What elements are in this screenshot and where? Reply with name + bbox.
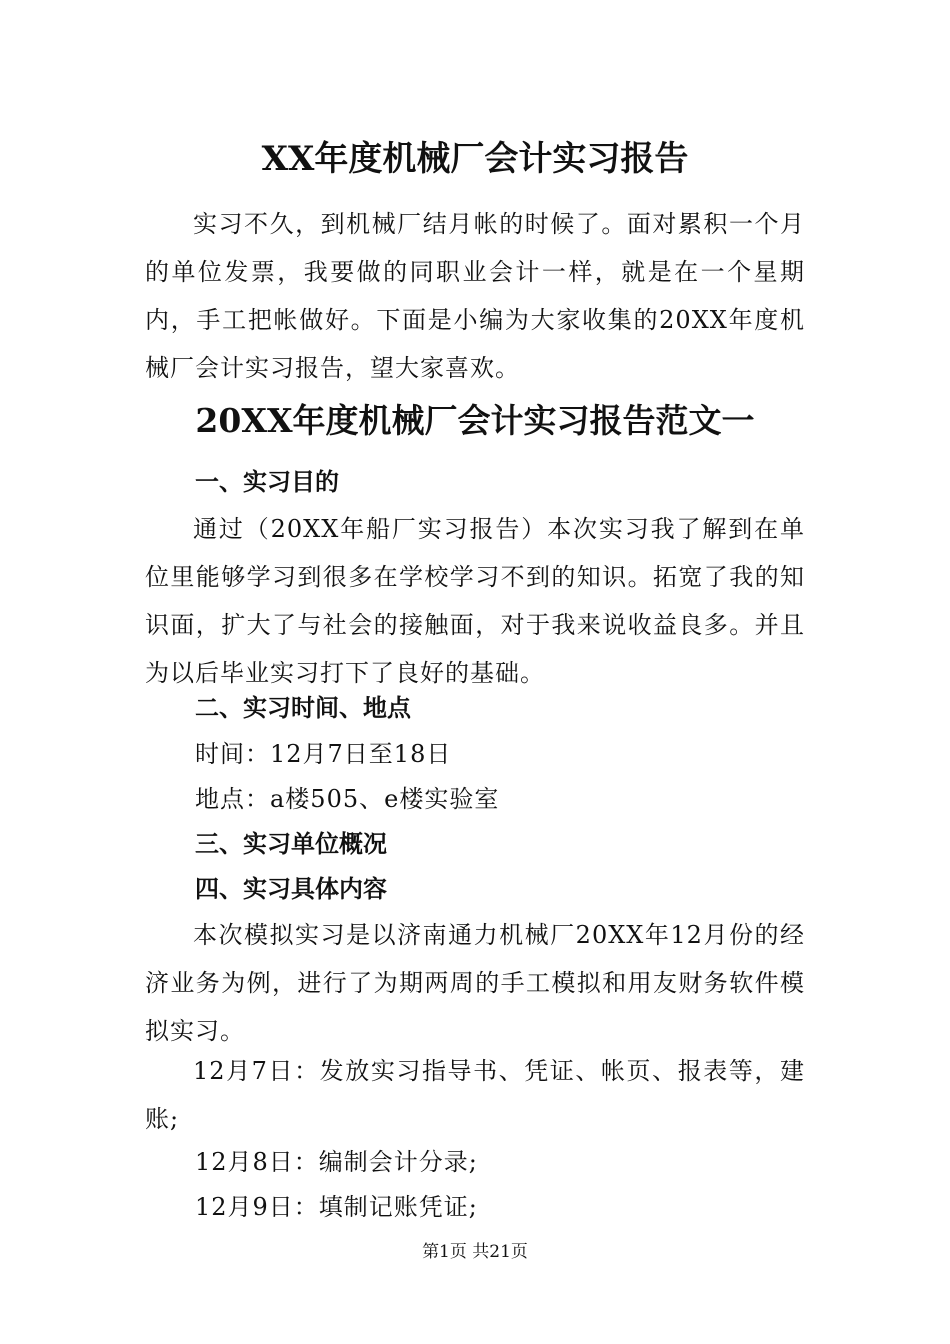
- content-paragraph: 本次模拟实习是以济南通力机械厂20XX年12月份的经济业务为例，进行了为期两周的手工模拟和用友财务软件模拟实习。: [145, 921, 805, 1045]
- document-title: XX年度机械厂会计实习报告: [261, 139, 689, 179]
- internship-time: 时间：12月7日至18日: [195, 740, 452, 768]
- schedule-day-7: 12月7日：发放实习指导书、凭证、帐页、报表等，建账;: [145, 1057, 805, 1133]
- sample-title: 20XX年度机械厂会计实习报告范文一: [195, 401, 755, 440]
- purpose-paragraph: 通过（20XX年船厂实习报告）本次实习我了解到在单位里能够学习到很多在学校学习不到的知识。拓宽了我的知识面，扩大了与社会的接触面，对于我来说收益良多。并且为以后毕业实习打下了良好的基础。: [145, 515, 805, 687]
- section-heading-time-place: 二、实习时间、地点: [195, 694, 411, 722]
- section-heading-purpose: 一、实习目的: [195, 468, 339, 496]
- internship-place: 地点：a楼505、e楼实验室: [195, 785, 500, 813]
- schedule-day-8: 12月8日：编制会计分录;: [195, 1148, 478, 1176]
- schedule-day-9: 12月9日：填制记账凭证;: [195, 1193, 478, 1221]
- intro-paragraph: 实习不久，到机械厂结月帐的时候了。面对累积一个月的单位发票，我要做的同职业会计一样，就是在一个星期内，手工把帐做好。下面是小编为大家收集的20XX年度机械厂会计实习报告，望大家喜欢。: [145, 210, 805, 382]
- section-heading-content: 四、实习具体内容: [195, 875, 387, 903]
- page-number-footer: 第1页 共21页: [422, 1242, 528, 1262]
- section-heading-unit-overview: 三、实习单位概况: [195, 830, 387, 858]
